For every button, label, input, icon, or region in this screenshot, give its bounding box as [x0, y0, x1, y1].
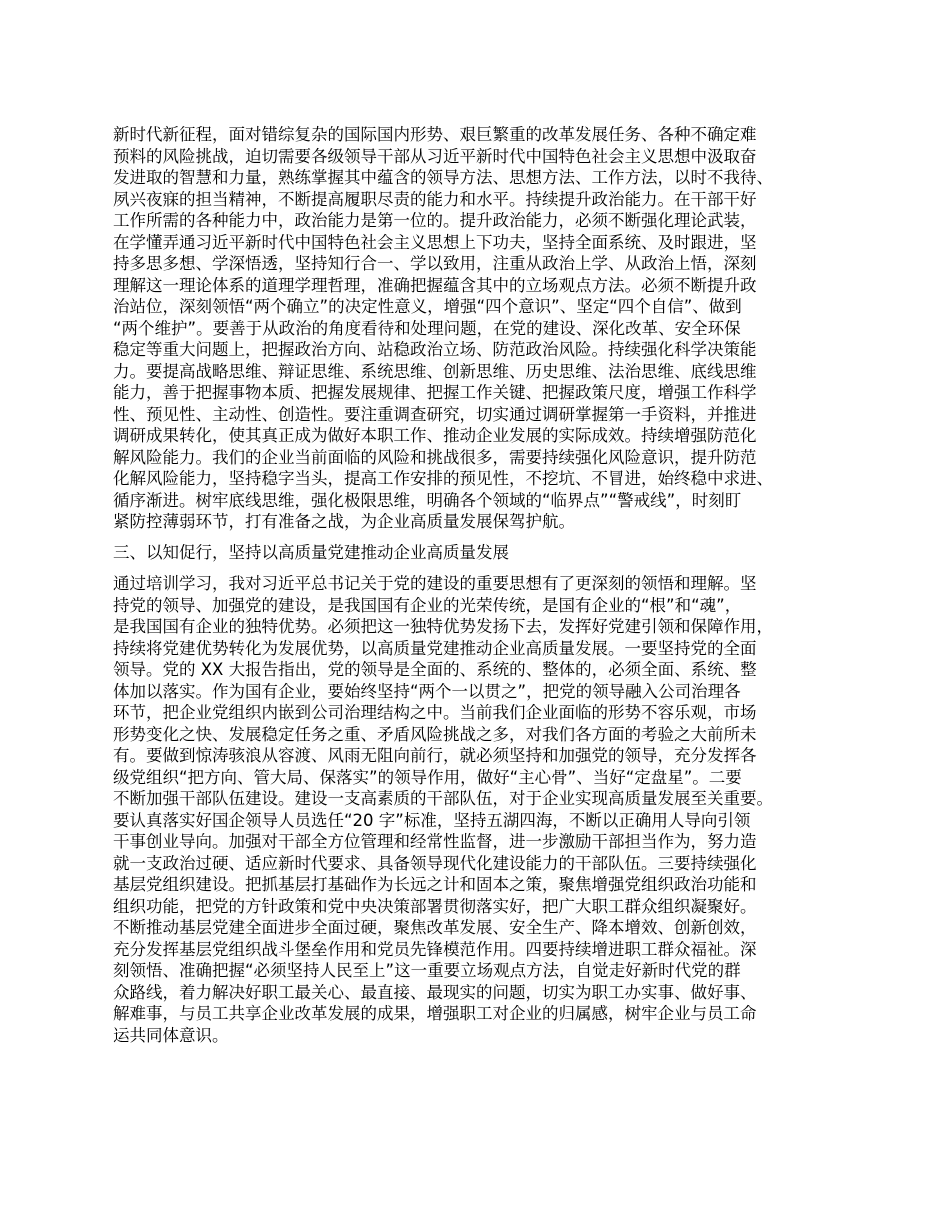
paragraph-line: 形势变化之快、发展稳定任务之重、矛盾风险挑战之多，对我们各方面的考验之大前所未	[113, 724, 757, 744]
paragraph-line: 持续将党建优势转化为发展优势，以高质量党建推动企业高质量发展。一要坚持党的全面	[113, 638, 757, 658]
paragraph-line: 运共同体意识。	[113, 1025, 229, 1045]
paragraph-line: 干事创业导向。加强对干部全方位管理和经常性监督，进一步激励干部担当作为，努力造	[113, 832, 757, 851]
paragraph-line: 就一支政治过硬、适应新时代要求、具备领导现代化建设能力的干部队伍。三要持续强化	[113, 853, 757, 873]
paragraph-line: 治站位，深刻领悟“两个确立”的决定性意义，增强“四个意识”、坚定“四个自信”、做到	[113, 297, 742, 316]
paragraph-line: 工作所需的各种能力中，政治能力是第一位的。提升政治能力，必须不断强化理论武装，	[113, 211, 757, 230]
paragraph-line: 组织功能，把党的方针政策和党中央决策部署贯彻落实好，把广大职工群众组织凝聚好。	[113, 896, 757, 916]
paragraph-line: 解难事，与员工共享企业改革发展的成果，增强职工对企业的归属感，树牢企业与员工命	[113, 1004, 757, 1023]
paragraph-line: 力。要提高战略思维、辩证思维、系统思维、创新思维、历史思维、法治思维、底线思维	[113, 361, 757, 381]
paragraph-line: 有。要做到惊涛骇浪从容渡、风雨无阻向前行，就必须坚持和加强党的领导，充分发挥各	[113, 746, 757, 765]
paragraph-line: 通过培训学习，我对习近平总书记关于党的建设的重要思想有了更深刻的领悟和理解。坚	[113, 574, 757, 593]
paragraph-2	[113, 573, 853, 1046]
document-page	[113, 124, 853, 1046]
paragraph-line: 级党组织“把方向、管大局、保落实”的领导作用，做好“主心骨”、当好“定盘星”。二要	[113, 767, 742, 787]
paragraph-line: 环节，把企业党组织内嵌到公司治理结构之中。当前我们企业面临的形势不容乐观，市场	[113, 703, 757, 722]
paragraph-line: 不断加强干部队伍建设。建设一支高素质的干部队伍，对于企业实现高质量发展至关重要。	[113, 789, 773, 808]
paragraph-line: 解风险能力。我们的企业当前面临的风险和挑战很多，需要持续强化风险意识，提升防范	[113, 447, 757, 467]
paragraph-line: 预料的风险挑战，迫切需要各级领导干部从习近平新时代中国特色社会主义思想中汲取奋	[113, 146, 757, 166]
paragraph-line: 是我国国有企业的独特优势。必须把这一独特优势发扬下去，发挥好党建引领和保障作用，	[113, 617, 773, 636]
paragraph-line: 众路线，着力解决好职工最关心、最直接、最现实的问题，切实为职工办实事、做好事、	[113, 982, 757, 1002]
paragraph-line: 不断推动基层党建全面进步全面过硬，聚焦改革发展、安全生产、降本增效、创新创效，	[113, 918, 757, 937]
paragraph-line: 刻领悟、准确把握“必须坚持人民至上”这一重要立场观点方法，自觉走好新时代党的群	[113, 961, 741, 980]
section-heading: 三、以知促行，坚持以高质量党建推动企业高质量发展	[113, 542, 509, 562]
paragraph-line: 调研成果转化，使其真正成为做好本职工作、推动企业发展的实际成效。持续增强防范化	[113, 426, 757, 445]
paragraph-line: 充分发挥基层党组织战斗堡垒作用和党员先锋模范作用。四要持续增进职工群众福祉。深	[113, 939, 757, 959]
paragraph-line: 稳定等重大问题上，把握政治方向、站稳政治立场、防范政治风险。持续强化科学决策能	[113, 340, 757, 359]
paragraph-line: 化解风险能力，坚持稳字当头，提高工作安排的预见性，不挖坑、不冒进，始终稳中求进、	[113, 469, 773, 488]
paragraph-line: 新时代新征程，面对错综复杂的国际国内形势、艰巨繁重的改革发展任务、各种不确定难	[113, 125, 757, 144]
paragraph-line: 性、预见性、主动性、创造性。要注重调查研究，切实通过调研掌握第一手资料，并推进	[113, 404, 757, 424]
paragraph-line: 在学懂弄通习近平新时代中国特色社会主义思想上下功夫，坚持全面系统、及时跟进，坚	[113, 232, 757, 252]
paragraph-line: 领导。党的 XX 大报告指出，党的领导是全面的、系统的、整体的，必须全面、系统、整	[113, 660, 757, 679]
paragraph-line: 发进取的智慧和力量，熟练掌握其中蕴含的领导方法、思想方法、工作方法，以时不我待、	[113, 168, 773, 187]
paragraph-line: 体加以落实。作为国有企业，要始终坚持“两个一以贯之”，把党的领导融入公司治理各	[113, 681, 741, 701]
paragraph-line: 紧防控薄弱环节，打有准备之战，为企业高质量发展保驾护航。	[113, 512, 575, 531]
paragraph-line: 夙兴夜寐的担当精神，不断提高履职尽责的能力和水平。持续提升政治能力。在干部干好	[113, 189, 757, 209]
paragraph-1	[113, 124, 853, 533]
paragraph-line: 基层党组织建设。把抓基层打基础作为长远之计和固本之策，聚焦增强党组织政治功能和	[113, 875, 757, 894]
paragraph-line: 要认真落实好国企领导人员选任“20 字”标准，坚持五湖四海，不断以正确用人导向引领	[113, 810, 751, 830]
paragraph-line: 循序渐进。树牢底线思维，强化极限思维，明确各个领域的“临界点”“警戒线”，时刻盯	[113, 490, 742, 510]
paragraph-line: 理解这一理论体系的道理学理哲理，准确把握蕴含其中的立场观点方法。必须不断提升政	[113, 275, 757, 295]
paragraph-line: “两个维护”。要善于从政治的角度看待和处理问题，在党的建设、深化改革、安全环保	[113, 318, 741, 338]
paragraph-line: 能力，善于把握事物本质、把握发展规律、把握工作关键、把握政策尺度，增强工作科学	[113, 383, 757, 402]
paragraph-line: 持党的领导、加强党的建设，是我国国有企业的光荣传统，是国有企业的“根”和“魂”，	[113, 595, 742, 615]
paragraph-line: 持多思多想、学深悟透，坚持知行合一、学以致用，注重从政治上学、从政治上悟，深刻	[113, 254, 757, 273]
